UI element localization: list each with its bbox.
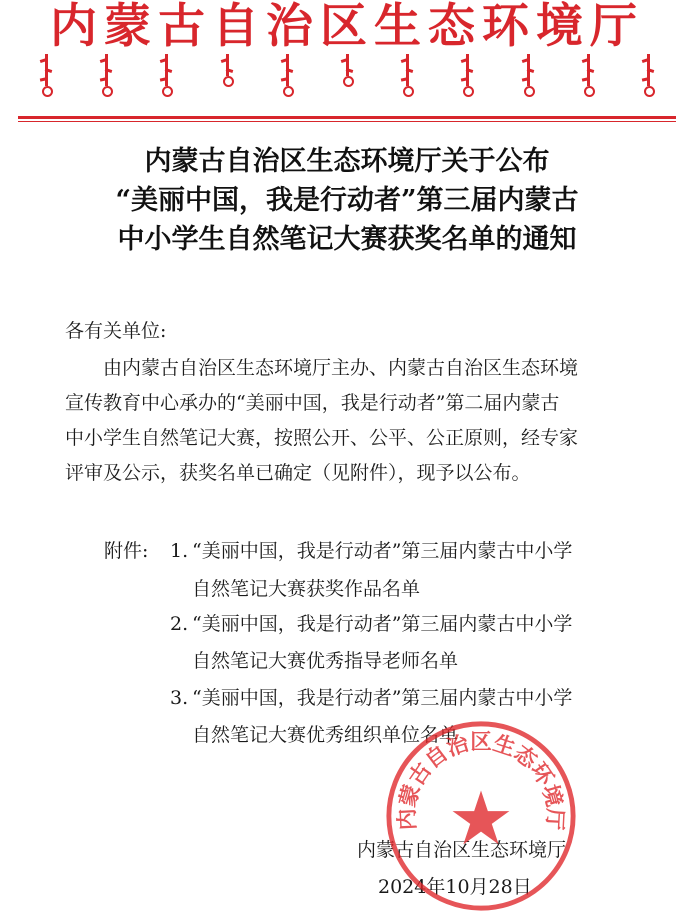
letterhead-rule-thick [18,116,676,119]
document-title [0,142,694,259]
title-line: “美丽中国，我是行动者”第三届内蒙古 [115,185,579,216]
title-line: 中小学生自然笔记大赛获奖名单的通知 [117,224,577,255]
title-line: 内蒙古自治区生态环境厅关于公布 [144,146,550,177]
attachment-title-line: “美丽中国，我是行动者”第三届内蒙古中小学 [192,613,573,635]
attachment-title-line: “美丽中国，我是行动者”第三届内蒙古中小学 [192,687,573,709]
letterhead-mongolian-script [40,54,654,104]
mongolian-glyph [582,54,594,98]
mongolian-glyph [160,54,172,98]
attachments-label: 附件: [104,540,149,562]
attachment-title-line: “美丽中国，我是行动者”第三届内蒙古中小学 [192,540,573,562]
mongolian-glyph [221,54,233,98]
attachment-number: 3. [170,687,189,709]
signature-date: 2024年10月28日 [378,876,532,898]
official-seal [383,718,579,914]
body-line: 评审及公示，获奖名单已确定（见附件），现予以公布。 [65,462,531,484]
mongolian-glyph [522,54,534,98]
letterhead-org-name: 内蒙古自治区生态环境厅 [50,0,644,54]
letterhead-rule-thin [18,121,676,122]
seal-star-icon [453,791,510,845]
mongolian-glyph [281,54,293,98]
signature-org: 内蒙古自治区生态环境厅 [357,839,567,861]
body-line: 中小学生自然笔记大赛，按照公开、公平、公正原则，经专家 [65,427,579,449]
attachment-number: 1. [170,540,189,562]
body-paragraph [65,351,630,491]
body-line: 宣传教育中心承办的“美丽中国，我是行动者”第二届内蒙古 [65,392,560,414]
body-line: 由内蒙古自治区生态环境厅主办、内蒙古自治区生态环境 [103,357,579,379]
mongolian-glyph [642,54,654,98]
mongolian-glyph [100,54,112,98]
attachment-number: 2. [170,613,189,635]
mongolian-glyph [40,54,52,98]
attachment-title-line: 自然笔记大赛获奖作品名单 [192,578,421,600]
attachment-title-line: 自然笔记大赛优秀指导老师名单 [192,650,459,672]
mongolian-glyph [401,54,413,98]
mongolian-glyph [461,54,473,98]
seal-text-path: 内蒙古自治区生态环境厅 [394,729,568,831]
attachment-title-line: 自然笔记大赛优秀组织单位名单 [192,724,459,746]
salutation: 各有关单位: [65,320,167,342]
mongolian-glyph [341,54,353,98]
